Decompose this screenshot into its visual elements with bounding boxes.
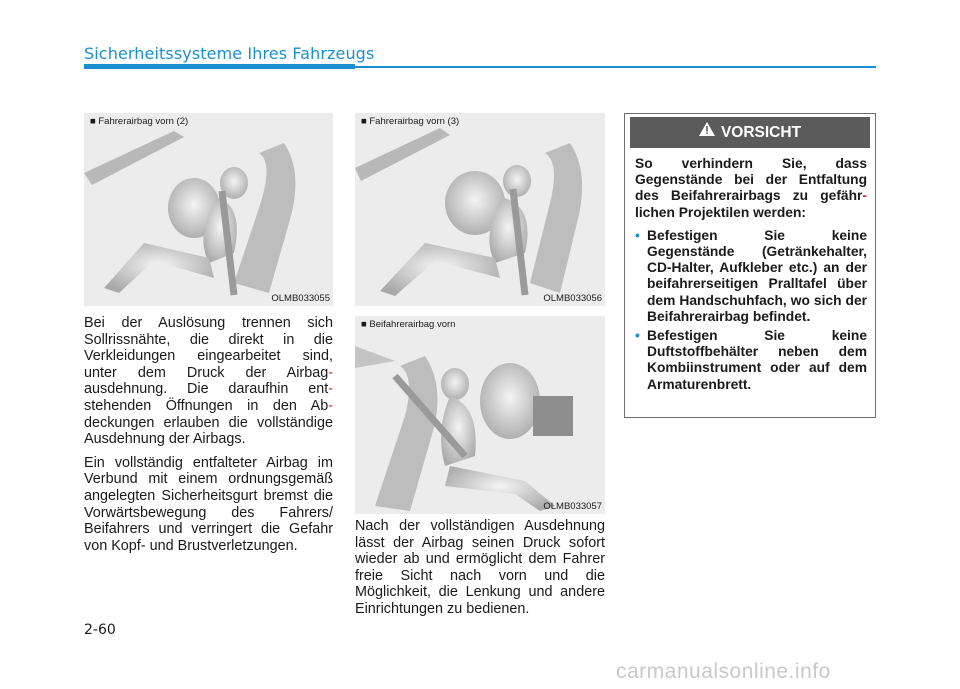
- caution-intro: So verhindern Sie, dass Gegenstände bei der Entfaltung des Beifahrerairbags zu gefähr- lichen Projektilen werden:: [635, 156, 867, 220]
- caution-list: [635, 228, 867, 393]
- page-number: 2-60: [84, 622, 116, 638]
- figure-caption: ■ Beifahrerairbag vorn: [361, 319, 456, 330]
- middle-column-text: [355, 518, 605, 625]
- figure-driver-airbag-2: [84, 113, 333, 306]
- caution-header: [630, 117, 870, 148]
- watermark: carmanualsonline.info: [616, 660, 831, 683]
- bullet-icon: •: [635, 328, 640, 344]
- bullet-icon: •: [635, 227, 640, 243]
- driver-airbag-illustration: [84, 113, 333, 306]
- paragraph: Bei der Auslösung trennen sich Sollrissnähte, die direkt in die Verkleidungen eingearbeitet sind, unter dem Druck der Airbag- ausdehnung. Die daraufhin ent- stehenden Öffnungen in den Ab- deckungen erlauben die vollständige Ausdehnung der Airbags.: [84, 315, 333, 448]
- figure-code: OLMB033055: [271, 293, 330, 304]
- caution-title: VORSICHT: [720, 124, 802, 141]
- paragraph: Ein vollständig entfalteter Airbag im Verbund mit einem ordnungsgemäß angelegten Sicherheitsgurt bremst die Vorwärtsbewegung des Fahrers/ Beifahrers und verringert die Gefahr von Kopf- und Brustverletzungen.: [84, 454, 333, 554]
- warning-icon: [699, 116, 715, 147]
- figure-code: OLMB033056: [543, 293, 602, 304]
- figure-passenger-airbag: [355, 316, 605, 514]
- figure-driver-airbag-3: [355, 113, 605, 306]
- left-column-text: [84, 315, 333, 561]
- driver-airbag-illustration: [355, 113, 605, 306]
- paragraph: Nach der vollständigen Ausdehnung lässt der Airbag seinen Druck sofort wieder ab und ermöglicht dem Fahrer freie Sicht nach vorn und die Möglichkeit, die Lenkung und andere Einrichtungen zu bedienen.: [355, 518, 605, 617]
- figure-code: OLMB033057: [543, 501, 602, 512]
- passenger-airbag-illustration: [355, 316, 605, 514]
- figure-caption: ■ Fahrerairbag vorn (2): [90, 116, 189, 127]
- header-rule-thick: [84, 64, 355, 69]
- list-item: • Befestigen Sie keine Duftstoffbehälter neben dem Kombiinstrument oder auf dem Armaturenbrett.: [635, 328, 867, 392]
- list-item: • Befestigen Sie keine Gegenstände (Getränkehalter, CD-Halter, Aufkleber etc.) an der beifahrerseitigen Pralltafel über dem Handschuhfach, wo sich der Beifahrerairbag befindet.: [635, 227, 867, 324]
- header-rule-thin: [355, 66, 876, 68]
- caution-body: [635, 156, 867, 396]
- figure-caption: ■ Fahrerairbag vorn (3): [361, 116, 460, 127]
- section-title: Sicherheitssysteme Ihres Fahrzeugs: [84, 44, 375, 63]
- caution-box: [624, 113, 876, 418]
